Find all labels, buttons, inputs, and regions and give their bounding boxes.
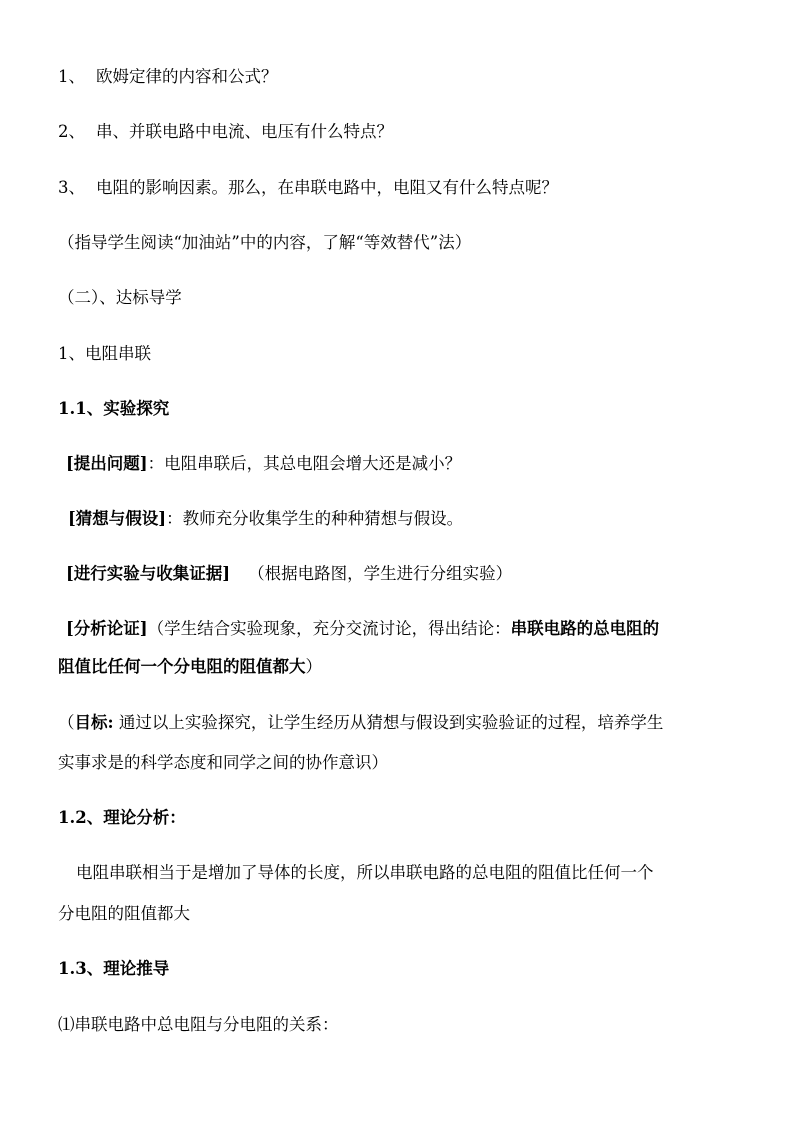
question-text: 电阻的影响因素。那么，在串联电路中，电阻又有什么特点呢？ <box>96 178 558 197</box>
goal-open: （ <box>58 713 75 732</box>
step-analysis-continued <box>58 656 322 678</box>
goal-paragraph <box>58 712 663 734</box>
step-analysis <box>66 618 659 640</box>
step-question <box>66 453 461 475</box>
step-label: [进行实验与收集证据] <box>66 564 231 583</box>
heading-1-3: 1.3、理论推导 <box>58 959 170 978</box>
question-3 <box>58 177 558 199</box>
step-label: [猜想与假设] <box>68 509 167 528</box>
step-text: （学生结合实验现象，充分交流讨论，得出结论： <box>147 619 511 638</box>
question-1 <box>58 66 278 88</box>
question-number: 2、 <box>58 122 85 141</box>
step-label: [提出问题] <box>66 454 148 473</box>
heading-1-1: 1.1、实验探究 <box>58 399 170 418</box>
step-text: ：教师充分收集学生的种种猜想与假设。 <box>166 509 464 528</box>
step-text: （根据电路图，学生进行分组实验） <box>248 564 513 583</box>
goal-label: 目标: <box>74 713 114 732</box>
conclusion-text: 串联电路的总电阻的 <box>510 619 660 638</box>
question-text: 串、并联电路中电流、电压有什么特点？ <box>96 122 393 141</box>
goal-paragraph-continued: 实事求是的科学态度和同学之间的协作意识） <box>58 753 388 772</box>
conclusion-text: 阻值比任何一个分电阻的阻值都大 <box>58 657 306 676</box>
question-text: 欧姆定律的内容和公式？ <box>96 67 278 86</box>
step-text: ：电阻串联后，其总电阻会增大还是减小？ <box>147 454 462 473</box>
theory-paragraph-continued: 分电阻的阻值都大 <box>58 904 190 923</box>
question-number: 1、 <box>58 67 85 86</box>
theory-paragraph: 电阻串联相当于是增加了导体的长度，所以串联电路的总电阻的阻值比任何一个 <box>76 863 654 882</box>
question-number: 3、 <box>58 178 85 197</box>
heading-1-2: 1.2、理论分析： <box>58 808 186 827</box>
question-2 <box>58 121 393 143</box>
guide-note: （指导学生阅读“加油站”中的内容，了解“等效替代”法） <box>58 233 472 252</box>
step-hypothesis <box>68 508 463 530</box>
section-heading: （二）、达标导学 <box>58 288 182 307</box>
subsection-title: 1、电阻串联 <box>58 344 151 363</box>
derivation-item: ⑴串联电路中总电阻与分电阻的关系： <box>58 1015 339 1034</box>
step-experiment <box>66 563 512 585</box>
closing-paren: ） <box>305 657 322 676</box>
step-label: [分析论证] <box>66 619 148 638</box>
goal-text: 通过以上实验探究，让学生经历从猜想与假设到实验验证的过程，培养学生 <box>113 713 664 732</box>
